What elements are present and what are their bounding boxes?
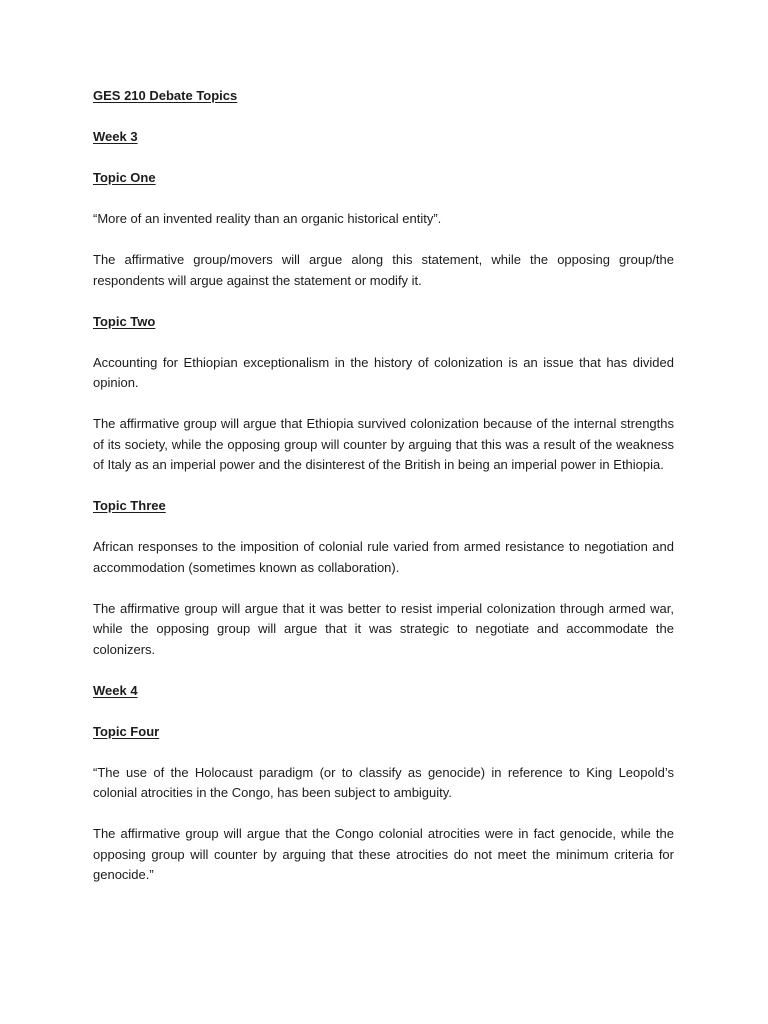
topic-one-heading: Topic One bbox=[93, 170, 156, 185]
topic-three-heading: Topic Three bbox=[93, 498, 166, 513]
topic-two-statement: Accounting for Ethiopian exceptionalism in the history of colonization is an issue that has divided opinion. bbox=[93, 354, 674, 390]
topic-one-quote: “More of an invented reality than an organic historical entity”. bbox=[93, 211, 442, 226]
topic-three-instructions: The affirmative group will argue that it was better to resist imperial colonization through armed war, while the opposing group will argue that it was strategic to negotiate and accommodate the colonizers. bbox=[93, 600, 674, 657]
topic-four-heading: Topic Four bbox=[93, 723, 160, 739]
topic-four-instructions: The affirmative group will argue that the Congo colonial atrocities were in fact genocide, while the opposing group will counter by arguing that these atrocities do not meet the minimum criteria for genocide.” bbox=[93, 826, 674, 882]
topic-four-statement: “The use of the Holocaust paradigm (or to classify as genocide) in reference to King Leopold’s colonial atrocities in the Congo, has been subject to ambiguity. bbox=[93, 764, 674, 800]
topic-two-heading: Topic Two bbox=[93, 313, 156, 329]
topic-two-instructions: The affirmative group will argue that Ethiopia survived colonization because of the internal strengths of its society, while the opposing group will counter by arguing that this was a result of the weakness of Italy as an imperial power and the disinterest of the British in being an imperial power in Ethiopia. bbox=[93, 416, 674, 472]
week-4-heading: Week 4 bbox=[93, 682, 138, 698]
topic-one-instructions: The affirmative group/movers will argue along this statement, while the opposing group/the respondents will argue against the statement or modify it. bbox=[93, 252, 674, 288]
document-title: GES 210 Debate Topics bbox=[93, 88, 238, 103]
topic-three-statement: African responses to the imposition of colonial rule varied from armed resistance to negotiation and accommodation (sometimes known as collaboration). bbox=[93, 539, 674, 575]
week-3-heading: Week 3 bbox=[93, 129, 138, 144]
document-page bbox=[93, 86, 674, 906]
